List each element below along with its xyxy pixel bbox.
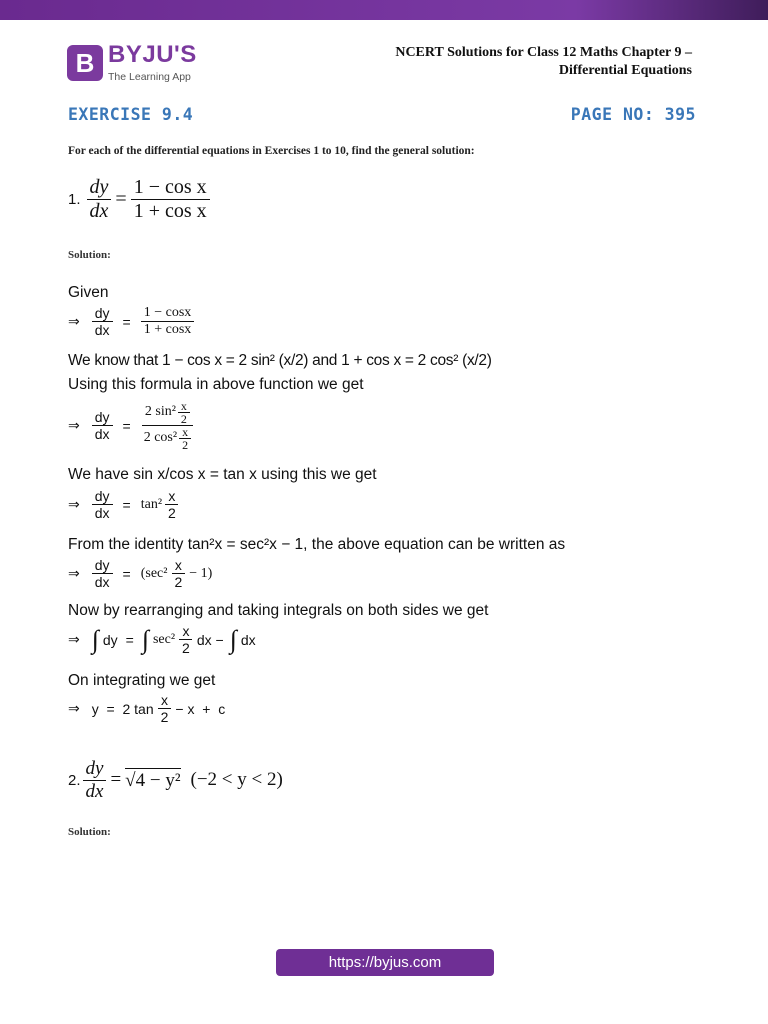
implies-symbol: ⇒ <box>68 565 80 582</box>
document-header <box>395 44 692 80</box>
identity-tan-sec-text: From the identity tan²x = sec²x − 1, the above equation can be written as <box>68 536 566 553</box>
cos-squared: 2 cos² <box>143 430 178 446</box>
numerator: x <box>179 426 191 439</box>
implies-symbol: ⇒ <box>68 417 80 433</box>
tan-relation-text: We have sin x/cos x = tan x using this we get <box>68 466 377 483</box>
denominator: 1 + cosx <box>143 322 192 338</box>
header-line-2: Differential Equations <box>558 63 692 78</box>
integral-symbol: ∫ <box>229 624 237 654</box>
denominator: dx <box>89 200 109 222</box>
equation-step-6 <box>68 692 225 725</box>
x-over-2 <box>165 488 179 521</box>
equation-step-2: ⇒ $\frac{dy}{dx}$ = 2 sin² $\frac{x}{2}$ 2 cos² $\frac{x}{2}$ <box>68 400 194 451</box>
question-1: 1. $\frac{dy}{dx}$ = $\frac{\text{1 − cos x}}{\text{1 + cos x}}$ <box>68 176 210 223</box>
numerator: dy <box>92 409 113 426</box>
sin-squared: 2 sin² <box>144 404 176 420</box>
denominator: 2 <box>182 640 190 657</box>
dx-minus: dx − <box>196 631 224 648</box>
x-over-2 <box>179 426 191 451</box>
question-number: 1. <box>68 191 81 208</box>
denominator: dx <box>94 505 110 522</box>
fraction <box>92 305 113 338</box>
denominator: dx <box>94 574 110 591</box>
x-over-2 <box>158 692 172 725</box>
exercise-title: EXERCISE 9.4 <box>68 105 194 124</box>
x-over-2 <box>178 400 190 425</box>
rearrange-text: Now by rearranging and taking integrals on both sides we get <box>68 602 489 619</box>
minus-one: − 1) <box>189 565 213 581</box>
header-line-1: NCERT Solutions for Class 12 Maths Chapter 9 – <box>395 45 692 60</box>
result-prefix: y = 2 tan <box>91 700 154 717</box>
numerator: dy <box>83 758 107 781</box>
fraction <box>141 305 195 338</box>
implies-symbol: ⇒ <box>68 631 80 648</box>
equation-step-4: ⇒ $\frac{dy}{dx}$ = (sec² $\frac{x}{2}$ − 1) <box>68 557 213 591</box>
identity-text: We know that 1 − cos x = 2 sin² (x/2) and 1 + cos x = 2 cos² (x/2) <box>68 352 492 369</box>
integrating-text: On integrating we get <box>68 672 216 689</box>
solution-label: Solution: <box>68 826 111 838</box>
fraction <box>92 409 113 442</box>
denominator <box>141 426 194 451</box>
fraction <box>87 176 112 223</box>
integral-symbol: ∫ <box>91 624 99 654</box>
instructions-text: For each of the differential equations in Exercises 1 to 10, find the general solution: <box>68 145 475 157</box>
solution-label: Solution: <box>68 249 111 261</box>
denominator: 2 <box>182 438 189 452</box>
denominator: dx <box>94 426 110 442</box>
differential-dx: dx <box>240 631 256 648</box>
fraction <box>141 400 194 451</box>
top-banner <box>0 0 768 20</box>
numerator <box>142 400 193 426</box>
tan-squared: tan² <box>140 496 163 512</box>
numerator: x <box>179 623 192 640</box>
numerator: x <box>172 557 185 574</box>
numerator: x <box>165 488 178 505</box>
numerator: dy <box>92 488 113 505</box>
given-text: Given <box>68 284 109 301</box>
equation-step-5 <box>68 623 256 656</box>
result-suffix: − x + c <box>175 700 226 717</box>
numerator: x <box>158 692 171 709</box>
denominator: 2 <box>160 709 169 726</box>
equation-step-1: ⇒ $\frac{dy}{dx}$ = $\frac{1 - \cos x}{1 + \cos x}$ <box>68 305 194 338</box>
using-formula-text: Using this formula in above function we get <box>68 376 364 393</box>
numerator: 1 − cos x <box>131 176 210 200</box>
denominator: dx <box>94 322 110 339</box>
sec-squared: (sec² <box>140 565 168 581</box>
numerator: 1 − cosx <box>141 305 195 322</box>
website-link[interactable]: https://byjus.com <box>276 949 494 976</box>
numerator: x <box>178 400 190 413</box>
implies-symbol: ⇒ <box>68 313 80 330</box>
numerator: dy <box>87 176 112 200</box>
question-2: 2. $\frac{dy}{dx}$ = √4 − y² (−2 < y < 2) <box>68 758 283 802</box>
denominator: 1 + cos x <box>133 200 207 222</box>
numerator: dy <box>92 557 113 574</box>
denominator: 2 <box>168 505 176 522</box>
equals-symbol: = <box>125 631 134 648</box>
implies-symbol: ⇒ <box>68 700 80 717</box>
fraction <box>92 488 113 521</box>
byjus-logo-icon: B <box>67 45 103 81</box>
page-number: PAGE NO: 395 <box>570 105 696 124</box>
differential-dy: dy <box>102 631 118 648</box>
square-root-expression: √4 − y² <box>125 770 181 792</box>
denominator: dx <box>85 780 104 802</box>
fraction <box>131 176 210 223</box>
domain-condition: (−2 < y < 2) <box>190 769 283 791</box>
equation-step-3: ⇒ $\frac{dy}{dx}$ = tan² $\frac{x}{2}$ <box>68 488 179 521</box>
x-over-2 <box>179 623 193 656</box>
sec-squared: sec² <box>152 631 176 647</box>
integral-symbol: ∫ <box>141 624 149 654</box>
question-number: 2. <box>68 771 81 789</box>
brand-name: BYJU'S <box>108 41 197 68</box>
denominator: 2 <box>174 574 183 591</box>
numerator: dy <box>92 305 113 322</box>
x-over-2 <box>171 557 185 590</box>
denominator: 2 <box>180 412 187 426</box>
fraction <box>92 557 113 590</box>
brand-tagline: The Learning App <box>108 71 191 83</box>
fraction <box>83 758 107 803</box>
implies-symbol: ⇒ <box>68 496 80 513</box>
